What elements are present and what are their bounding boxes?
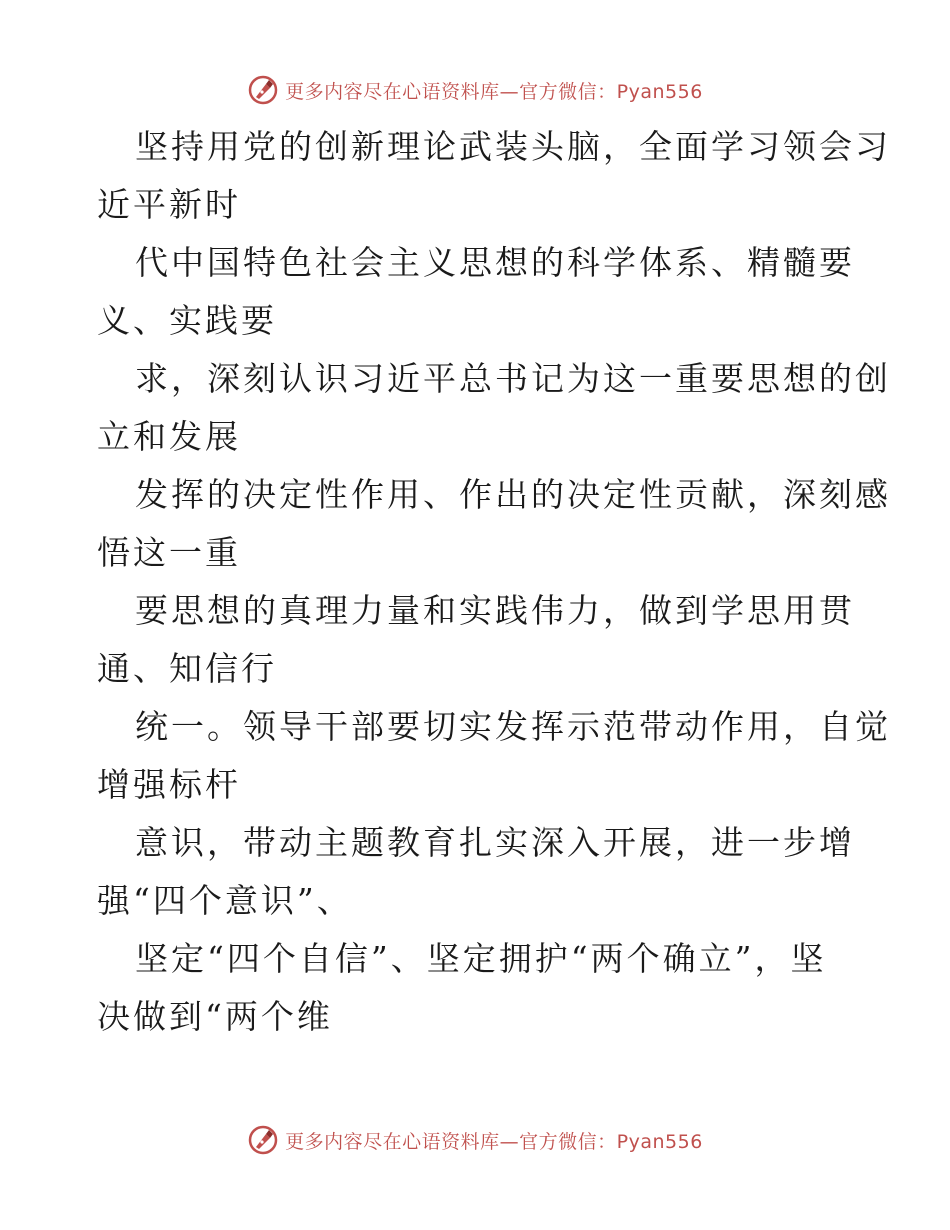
text-line: 代中国特色社会主义思想的科学体系、精髓要 (135, 243, 855, 282)
text-line: 统一。领导干部要切实发挥示范带动作用，自觉 (135, 707, 891, 746)
footer-watermark (0, 1120, 950, 1160)
text-line: 立和发展 (97, 417, 241, 456)
pen-nib-logo-icon (247, 74, 279, 106)
text-line: 要思想的真理力量和实践伟力，做到学思用贯 (135, 591, 855, 630)
text-line: 坚持用党的创新理论武装头脑，全面学习领会习 (135, 127, 891, 166)
watermark-text: 更多内容尽在心语资料库—官方微信：Pyan556 (285, 1130, 703, 1153)
text-line: 强“四个意识”、 (97, 881, 353, 920)
text-line: 坚定“四个自信”、坚定拥护“两个确立”，坚 (135, 939, 827, 978)
text-line: 意识，带动主题教育扎实深入开展，进一步增 (135, 823, 855, 862)
text-line: 近平新时 (97, 185, 241, 224)
text-line: 决做到“两个维 (97, 997, 333, 1036)
text-line: 通、知信行 (97, 649, 277, 688)
text-line: 悟这一重 (97, 533, 241, 572)
text-line: 发挥的决定性作用、作出的决定性贡献，深刻感 (135, 475, 891, 514)
watermark-text: 更多内容尽在心语资料库—官方微信：Pyan556 (285, 80, 703, 103)
text-line: 增强标杆 (97, 765, 241, 804)
document-body (97, 118, 891, 1046)
text-line: 求，深刻认识习近平总书记为这一重要思想的创 (135, 359, 891, 398)
text-line: 义、实践要 (97, 301, 277, 340)
pen-nib-logo-icon (247, 1124, 279, 1156)
header-watermark (0, 70, 950, 110)
